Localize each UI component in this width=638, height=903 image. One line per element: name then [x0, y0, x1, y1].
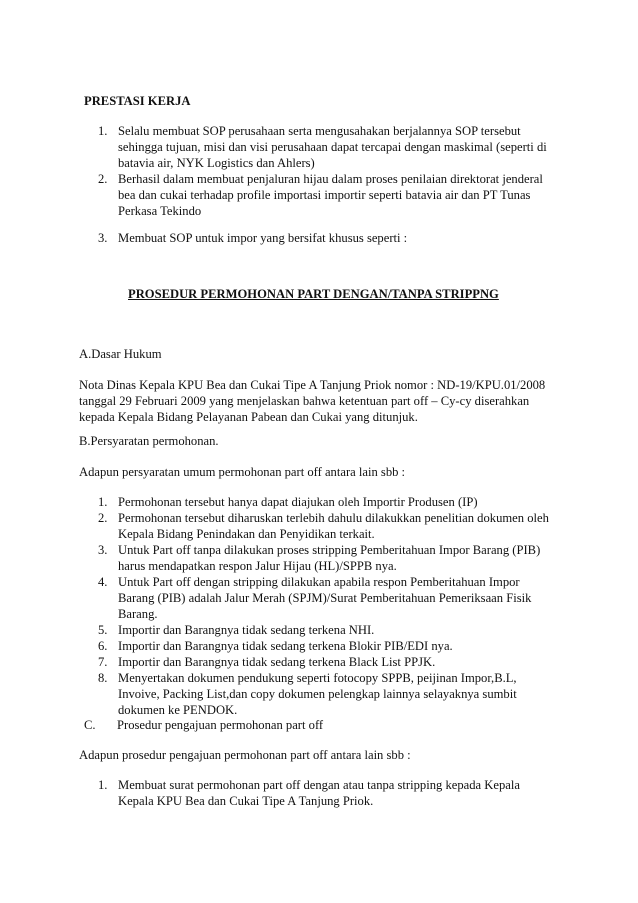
- pengajuan-item-1-line-2: Kepala KPU Bea dan Cukai Tipe A Tanjung Priok.: [118, 794, 374, 808]
- pengajuan-item-1-number: 1.: [98, 778, 108, 792]
- persyaratan-item-3-line-1: Untuk Part off tanpa dilakukan proses stripping Pemberitahuan Impor Barang (PIB): [118, 543, 541, 557]
- persyaratan-item-8-line-3: dokumen ke PENDOK.: [118, 703, 238, 717]
- persyaratan-item-4-line-1: Untuk Part off dengan stripping dilakukan apabila respon Pemberitahuan Impor: [118, 575, 520, 589]
- persyaratan-item-7-number: 7.: [98, 655, 108, 669]
- prestasi-item-1-number: 1.: [98, 124, 108, 138]
- persyaratan-item-1-line-1: Permohonan tersebut hanya dapat diajukan oleh Importir Produsen (IP): [118, 495, 478, 509]
- prestasi-item-1-line-1: Selalu membuat SOP perusahaan serta mengusahakan berjalannya SOP tersebut: [118, 124, 521, 138]
- prestasi-heading: PRESTASI KERJA: [84, 94, 191, 108]
- persyaratan-item-8-line-1: Menyertakan dokumen pendukung seperti fotocopy SPPB, peijinan Impor,B.L,: [118, 671, 517, 685]
- persyaratan-item-1-number: 1.: [98, 495, 108, 509]
- persyaratan-item-4-line-3: Barang.: [118, 607, 158, 621]
- dasar-hukum-line-2: tanggal 29 Februari 2009 yang menjelaskan bahwa ketentuan part off – Cy-cy diserahkan: [79, 394, 530, 408]
- prestasi-item-2-line-1: Berhasil dalam membuat penjaluran hijau dalam proses penilaian direktorat jenderal: [118, 172, 543, 186]
- dasar-hukum-line-3: kepada Kepala Bidang Pelayanan Pabean dan Cukai yang ditunjuk.: [79, 410, 418, 424]
- pengajuan-letter: C.: [84, 718, 96, 732]
- persyaratan-item-4-line-2: Barang (PIB) adalah Jalur Merah (SPJM)/Surat Pemberitahuan Pemeriksaan Fisik: [118, 591, 532, 605]
- persyaratan-item-6-number: 6.: [98, 639, 108, 653]
- dasar-hukum-line-1: Nota Dinas Kepala KPU Bea dan Cukai Tipe A Tanjung Priok nomor : ND-19/KPU.01/2008: [79, 378, 546, 392]
- prosedur-title: PROSEDUR PERMOHONAN PART DENGAN/TANPA STRIPPNG: [128, 287, 499, 301]
- pengajuan-heading: Prosedur pengajuan permohonan part off: [117, 718, 324, 732]
- persyaratan-item-8-number: 8.: [98, 671, 108, 685]
- prestasi-item-1-line-2: sehingga tujuan, misi dan visi perusahaan dapat tercapai dengan maskimal (seperti di: [118, 140, 547, 154]
- persyaratan-item-7-line-1: Importir dan Barangnya tidak sedang terkena Black List PPJK.: [118, 655, 436, 669]
- prestasi-item-2-number: 2.: [98, 172, 108, 186]
- persyaratan-item-8-line-2: Invoive, Packing List,dan copy dokumen pelengkap lainnya selayaknya sumbit: [118, 687, 517, 701]
- prestasi-item-1-line-3: batavia air, NYK Logistics dan Ahlers): [118, 156, 315, 170]
- pengajuan-intro: Adapun prosedur pengajuan permohonan part off antara lain sbb :: [79, 748, 411, 762]
- persyaratan-item-3-number: 3.: [98, 543, 108, 557]
- prestasi-item-3-line-1: Membuat SOP untuk impor yang bersifat khusus seperti :: [118, 231, 408, 245]
- persyaratan-item-5-line-1: Importir dan Barangnya tidak sedang terkena NHI.: [118, 623, 375, 637]
- persyaratan-item-3-line-2: harus mendapatkan respon Jalur Hijau (HL)/SPPB nya.: [118, 559, 397, 573]
- pengajuan-item-1-line-1: Membuat surat permohonan part off dengan atau tanpa stripping kepada Kepala: [118, 778, 520, 792]
- persyaratan-intro: Adapun persyaratan umum permohonan part off antara lain sbb :: [79, 465, 406, 479]
- persyaratan-item-4-number: 4.: [98, 575, 108, 589]
- persyaratan-item-2-line-2: Kepala Bidang Penindakan dan Penyidikan terkait.: [118, 527, 375, 541]
- prestasi-item-3-number: 3.: [98, 231, 108, 245]
- persyaratan-item-2-line-1: Permohonan tersebut diharuskan terlebih dahulu dilakukkan penelitian dokumen oleh: [118, 511, 549, 525]
- prestasi-item-2-line-3: Perkasa Tekindo: [118, 204, 202, 218]
- prestasi-item-2-line-2: bea dan cukai terhadap profile importasi importir seperti batavia air dan PT Tunas: [118, 188, 531, 202]
- persyaratan-item-2-number: 2.: [98, 511, 108, 525]
- persyaratan-heading: B.Persyaratan permohonan.: [79, 434, 219, 448]
- persyaratan-item-5-number: 5.: [98, 623, 108, 637]
- dasar-hukum-heading: A.Dasar Hukum: [79, 347, 162, 361]
- persyaratan-item-6-line-1: Importir dan Barangnya tidak sedang terkena Blokir PIB/EDI nya.: [118, 639, 453, 653]
